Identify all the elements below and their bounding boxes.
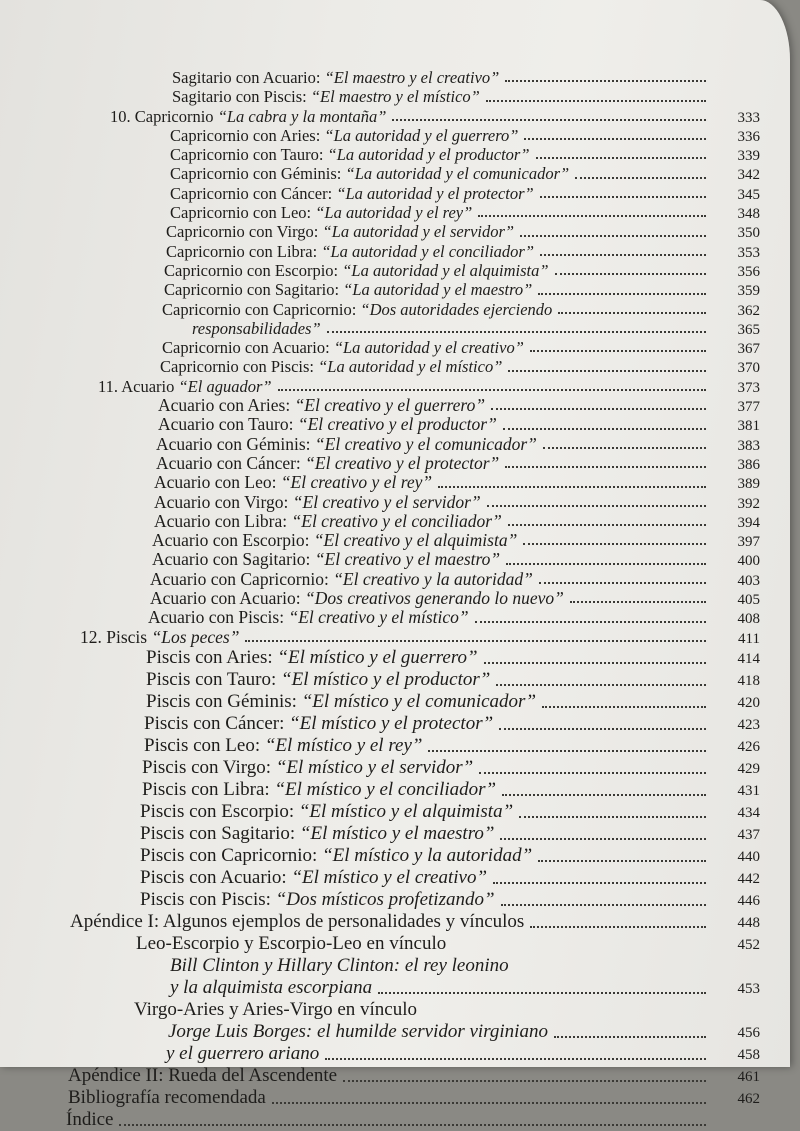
toc-entry-label xyxy=(140,845,532,867)
toc-page-number: 356 xyxy=(737,263,760,280)
toc-entry xyxy=(60,570,760,589)
toc-entry-title: Índice xyxy=(66,1108,114,1130)
toc-entry-title: Virgo-Aries y Aries-Virgo en vínculo xyxy=(134,998,418,1020)
toc-entry-title: Apéndice I: Algunos ejemplos de personalidades y vínculos xyxy=(70,910,525,932)
toc-entry-title: Acuario con Géminis: xyxy=(156,433,315,454)
toc-entry-subtitle: “El místico y el rey” xyxy=(264,734,423,756)
toc-entry xyxy=(60,933,760,955)
toc-entry-title: Acuario con Piscis: xyxy=(148,607,289,628)
toc-entry xyxy=(60,999,760,1021)
toc-entry xyxy=(60,396,760,415)
toc-entry-subtitle: “El creativo y el productor” xyxy=(297,414,497,435)
toc-page-number: 414 xyxy=(737,650,760,667)
toc-entry-label xyxy=(158,396,485,415)
toc-entry-label xyxy=(142,779,496,801)
dot-leader xyxy=(493,882,706,884)
dot-leader xyxy=(438,486,706,488)
toc-entry xyxy=(60,1043,760,1065)
toc-entry-title: Acuario con Cáncer: xyxy=(156,452,306,473)
toc-entry xyxy=(60,184,760,203)
dot-leader xyxy=(428,750,706,752)
toc-entry xyxy=(60,435,760,454)
toc-entry-subtitle: “El aguador” xyxy=(178,376,272,396)
toc-entry xyxy=(60,222,760,241)
toc-entry-title: Piscis con Escorpio: xyxy=(140,800,299,822)
dot-leader xyxy=(508,370,706,372)
toc-entry-label xyxy=(146,669,490,691)
dot-leader xyxy=(575,177,706,179)
toc-entry-label xyxy=(68,1087,266,1109)
toc-entry xyxy=(60,280,760,299)
toc-entry-label xyxy=(150,570,533,589)
dot-leader xyxy=(538,860,706,862)
toc-page-number: 423 xyxy=(737,716,760,733)
dot-leader xyxy=(505,466,706,468)
toc-page-number: 383 xyxy=(737,437,760,454)
toc-entry-subtitle: “El místico y el alquimista” xyxy=(298,800,514,822)
toc-entry-label xyxy=(154,512,502,531)
dot-leader xyxy=(530,926,706,928)
toc-entry-label xyxy=(162,300,552,319)
toc-entry-subtitle: “El creativo y el maestro” xyxy=(314,549,501,570)
toc-entry xyxy=(60,512,760,531)
toc-page-number: 437 xyxy=(737,826,760,843)
toc-entry-label xyxy=(140,889,495,911)
toc-entry-label xyxy=(152,550,500,569)
dot-leader xyxy=(555,273,706,275)
toc-entry xyxy=(60,801,760,823)
toc-entry xyxy=(60,757,760,779)
dot-leader xyxy=(538,293,706,295)
toc-entry-subtitle: “La autoridad y el servidor” xyxy=(322,222,515,242)
dot-leader xyxy=(245,640,706,642)
toc-page-number: 353 xyxy=(737,244,760,261)
toc-page-number: 429 xyxy=(737,760,760,777)
toc-page-number: 446 xyxy=(737,892,760,909)
dot-leader xyxy=(491,408,706,410)
toc-entry xyxy=(60,1109,760,1131)
toc-entry-title: Piscis con Aries: xyxy=(146,646,278,668)
toc-entry-title: Sagitario con Piscis: xyxy=(172,87,311,107)
toc-entry-subtitle: “El místico y el conciliador” xyxy=(274,778,497,800)
toc-entry-label xyxy=(66,1109,113,1131)
toc-entry-subtitle: “El creativo y el rey” xyxy=(280,472,433,493)
dot-leader xyxy=(523,543,706,545)
toc-entry-title: Capricornio con Libra: xyxy=(166,241,322,261)
toc-entry-subtitle: “El creativo y el místico” xyxy=(288,607,469,628)
toc-page-number: 394 xyxy=(737,514,760,531)
toc-entry-subtitle: “El místico y la autoridad” xyxy=(322,844,533,866)
toc-entry-label xyxy=(170,164,569,183)
toc-entry-title: Capricornio con Aries: xyxy=(170,125,325,145)
toc-entry xyxy=(60,164,760,183)
toc-entry-label xyxy=(170,145,530,164)
toc-entry-title: Capricornio con Cáncer: xyxy=(170,183,337,203)
toc-entry-title: Capricornio con Acuario: xyxy=(162,338,334,358)
toc-entry-label xyxy=(80,628,239,647)
toc-entry-subtitle: “Dos creativos generando lo nuevo” xyxy=(305,588,564,609)
toc-entry-subtitle: responsabilidades” xyxy=(192,318,321,338)
dot-leader xyxy=(539,582,706,584)
toc-entry-title: Capricornio con Piscis: xyxy=(160,357,319,377)
toc-entry-subtitle: “La autoridad y el productor” xyxy=(327,145,530,165)
toc-entry-label xyxy=(144,735,422,757)
toc-entry-label xyxy=(192,319,321,338)
toc-entry-subtitle: Bill Clinton y Hillary Clinton: el rey leonino xyxy=(170,954,509,976)
toc-entry-label xyxy=(166,222,514,241)
dot-leader xyxy=(278,389,706,391)
toc-entry-title: Capricornio con Géminis: xyxy=(170,164,346,184)
toc-entry-title: Capricornio con Virgo: xyxy=(166,222,323,242)
toc-page-number: 348 xyxy=(737,206,760,223)
toc-entry-title: Apéndice II: Rueda del Ascendente xyxy=(68,1064,338,1086)
toc-entry xyxy=(60,145,760,164)
toc-entry xyxy=(60,889,760,911)
toc-entry-title: Acuario con Leo: xyxy=(154,472,281,493)
toc-entry-label xyxy=(110,107,386,126)
toc-entry-subtitle: “El creativo y el alquimista” xyxy=(313,530,518,551)
toc-entry-label xyxy=(136,933,446,955)
toc-page-number: 405 xyxy=(737,592,760,609)
toc-page-number: 440 xyxy=(737,848,760,865)
toc-entry-subtitle: “El creativo y el protector” xyxy=(305,452,500,473)
toc-entry-label xyxy=(168,1021,548,1043)
toc-entry-label xyxy=(170,203,472,222)
dot-leader xyxy=(484,662,706,664)
toc-page-number: 426 xyxy=(737,738,760,755)
toc-entry xyxy=(60,823,760,845)
toc-entry xyxy=(60,845,760,867)
toc-entry xyxy=(60,911,760,933)
toc-entry-title: 10. Capricornio xyxy=(110,106,218,126)
toc-entry-title: Piscis con Géminis: xyxy=(146,690,302,712)
toc-entry-title: Piscis con Tauro: xyxy=(146,668,282,690)
toc-entry-label xyxy=(142,757,473,779)
toc-entry-label xyxy=(156,454,499,473)
toc-entry xyxy=(60,473,760,492)
toc-entry-subtitle: “La autoridad y el alquimista” xyxy=(342,260,549,280)
toc-entry-subtitle: “Dos autoridades ejerciendo xyxy=(360,299,553,319)
toc-page-number: 453 xyxy=(737,980,760,997)
toc-entry-title: Acuario con Sagitario: xyxy=(152,549,315,570)
toc-entry-label xyxy=(154,473,432,492)
toc-entry-title: Acuario con Capricornio: xyxy=(150,568,334,589)
toc-entry-label xyxy=(170,126,518,145)
toc-page-number: 392 xyxy=(737,495,760,512)
dot-leader xyxy=(519,816,706,818)
dot-leader xyxy=(530,350,706,352)
toc-page-number: 359 xyxy=(737,283,760,300)
toc-entry-title: Acuario con Aries: xyxy=(158,395,295,416)
toc-entry xyxy=(60,977,760,999)
toc-entry-label xyxy=(170,955,509,977)
toc-entry xyxy=(60,493,760,512)
toc-entry xyxy=(60,647,760,669)
toc-entry xyxy=(60,338,760,357)
toc-entry-title: Piscis con Capricornio: xyxy=(140,844,323,866)
toc-page-number: 377 xyxy=(737,399,760,416)
toc-entry-subtitle: “La autoridad y el maestro” xyxy=(343,280,533,300)
toc-page-number: 461 xyxy=(737,1068,760,1085)
toc-entry xyxy=(60,203,760,222)
toc-entry-title: Piscis con Acuario: xyxy=(140,866,292,888)
dot-leader xyxy=(558,312,706,314)
toc-entry-title: Sagitario con Acuario: xyxy=(172,68,325,87)
dot-leader xyxy=(503,428,706,430)
toc-entry-label xyxy=(160,357,502,376)
toc-entry-title: Acuario con Acuario: xyxy=(150,588,306,609)
toc-page-number: 367 xyxy=(737,341,760,358)
toc-entry-subtitle: y el guerrero ariano xyxy=(166,1042,320,1064)
toc-entry-subtitle: “El místico y el maestro” xyxy=(299,822,495,844)
toc-entry xyxy=(60,377,760,396)
toc-entry xyxy=(60,589,760,608)
toc-entry xyxy=(60,669,760,691)
toc-entry-label xyxy=(140,823,494,845)
toc-entry xyxy=(60,691,760,713)
toc-entry xyxy=(60,261,760,280)
toc-entry-subtitle: “El místico y el guerrero” xyxy=(277,646,478,668)
toc-entry-label xyxy=(170,977,372,999)
table-of-contents xyxy=(60,68,760,1131)
toc-page-number: 420 xyxy=(737,694,760,711)
toc-entry-label xyxy=(164,280,532,299)
dot-leader xyxy=(542,706,706,708)
dot-leader xyxy=(500,838,706,840)
toc-entry-label xyxy=(166,1043,319,1065)
toc-page-number: 397 xyxy=(737,534,760,551)
toc-page-number: 408 xyxy=(737,611,760,628)
toc-entry xyxy=(60,628,760,647)
toc-page-number: 448 xyxy=(737,914,760,931)
toc-entry-label xyxy=(70,911,524,933)
toc-entry-subtitle: “El creativo y la autoridad” xyxy=(333,568,533,589)
toc-entry-subtitle: “El místico y el protector” xyxy=(289,712,494,734)
toc-entry xyxy=(60,454,760,473)
toc-entry xyxy=(60,955,760,977)
toc-entry-label xyxy=(156,435,537,454)
toc-entry-subtitle: “Dos místicos profetizando” xyxy=(275,888,495,910)
toc-entry-subtitle: “La cabra y la montaña” xyxy=(217,106,387,126)
toc-entry-subtitle: “La autoridad y el protector” xyxy=(336,183,534,203)
toc-entry-title: Leo-Escorpio y Escorpio-Leo en vínculo xyxy=(136,932,447,954)
toc-page-number: 381 xyxy=(737,418,760,435)
toc-entry-subtitle: “El místico y el servidor” xyxy=(275,756,474,778)
toc-entry xyxy=(60,242,760,261)
toc-page-number: 389 xyxy=(737,476,760,493)
toc-entry-label xyxy=(164,261,549,280)
dot-leader xyxy=(486,100,706,102)
toc-entry-title: 11. Acuario xyxy=(98,376,179,396)
toc-entry-label xyxy=(98,377,272,396)
toc-entry xyxy=(60,1021,760,1043)
toc-page-number: 411 xyxy=(738,630,760,647)
dot-leader xyxy=(327,331,706,333)
toc-entry xyxy=(60,713,760,735)
toc-entry xyxy=(60,107,760,126)
toc-entry-subtitle: “El creativo y el comunicador” xyxy=(314,433,537,454)
toc-entry xyxy=(60,1087,760,1109)
toc-entry xyxy=(60,779,760,801)
toc-page-number: 333 xyxy=(737,109,760,126)
toc-entry-title: Piscis con Piscis: xyxy=(140,888,276,910)
toc-entry-title: Piscis con Cáncer: xyxy=(144,712,290,734)
dot-leader xyxy=(343,1080,706,1082)
toc-entry-title: Piscis con Sagitario: xyxy=(140,822,300,844)
toc-entry-label xyxy=(146,647,478,669)
toc-entry-title: Capricornio con Leo: xyxy=(170,203,316,223)
dot-leader xyxy=(506,563,706,565)
toc-page-number: 365 xyxy=(737,321,760,338)
toc-entry-title: Piscis con Virgo: xyxy=(142,756,276,778)
toc-entry-label xyxy=(152,531,517,550)
toc-entry-subtitle: “El maestro y el místico” xyxy=(310,87,480,107)
toc-entry xyxy=(60,68,760,87)
dot-leader xyxy=(554,1036,706,1038)
toc-entry xyxy=(60,608,760,627)
toc-entry-subtitle: “El místico y el comunicador” xyxy=(301,690,537,712)
toc-entry-title: Piscis con Leo: xyxy=(144,734,265,756)
toc-entry-title: 12. Piscis xyxy=(80,626,152,647)
dot-leader xyxy=(378,992,706,994)
toc-page-number: 350 xyxy=(737,225,760,242)
dot-leader xyxy=(543,447,706,449)
toc-entry-title: Acuario con Virgo: xyxy=(154,491,293,512)
dot-leader xyxy=(502,794,706,796)
dot-leader xyxy=(520,235,706,237)
toc-entry-label xyxy=(146,691,536,713)
toc-entry xyxy=(60,415,760,434)
toc-entry xyxy=(60,1065,760,1087)
toc-page-number: 345 xyxy=(737,186,760,203)
toc-entry-subtitle: Jorge Luis Borges: el humilde servidor virginiano xyxy=(168,1020,548,1042)
dot-leader xyxy=(505,80,706,82)
toc-entry-title: Capricornio con Sagitario: xyxy=(164,280,344,300)
toc-page-number: 458 xyxy=(737,1046,760,1063)
toc-entry xyxy=(60,867,760,889)
dot-leader xyxy=(496,684,706,686)
dot-leader xyxy=(475,621,706,623)
toc-page-number: 462 xyxy=(737,1090,760,1107)
toc-entry xyxy=(60,357,760,376)
toc-entry xyxy=(60,126,760,145)
toc-entry-label xyxy=(68,1065,337,1087)
toc-entry-label xyxy=(140,801,513,823)
toc-page-number: 418 xyxy=(737,672,760,689)
toc-entry-label xyxy=(144,713,493,735)
toc-page-number: 403 xyxy=(737,572,760,589)
dot-leader xyxy=(499,728,706,730)
toc-entry-label xyxy=(162,338,524,357)
toc-page-number: 434 xyxy=(737,804,760,821)
dot-leader xyxy=(479,772,706,774)
toc-entry xyxy=(60,300,760,319)
toc-entry-subtitle: “El místico y el creativo” xyxy=(291,866,488,888)
toc-entry-subtitle: “La autoridad y el conciliador” xyxy=(321,241,534,261)
toc-page-number: 386 xyxy=(737,456,760,473)
dot-leader xyxy=(119,1124,706,1126)
dot-leader xyxy=(508,524,706,526)
toc-page-number: 342 xyxy=(737,167,760,184)
dot-leader xyxy=(487,505,706,507)
toc-entry-subtitle: “La autoridad y el creativo” xyxy=(333,338,524,358)
toc-entry-label xyxy=(134,999,417,1021)
toc-page-number: 456 xyxy=(737,1024,760,1041)
dot-leader xyxy=(536,157,706,159)
toc-page-number: 336 xyxy=(737,128,760,145)
toc-entry xyxy=(60,319,760,338)
toc-entry-label xyxy=(158,415,497,434)
toc-page-number: 362 xyxy=(737,302,760,319)
toc-entry-title: Acuario con Escorpio: xyxy=(152,530,314,551)
dot-leader xyxy=(540,196,706,198)
dot-leader xyxy=(570,601,706,603)
toc-entry-subtitle: “El maestro y el creativo” xyxy=(324,68,500,87)
toc-entry-title: Capricornio con Capricornio: xyxy=(162,299,361,319)
toc-entry-subtitle: y la alquimista escorpiana xyxy=(170,976,373,998)
toc-entry-subtitle: “El creativo y el conciliador” xyxy=(291,510,502,531)
toc-entry-title: Acuario con Tauro: xyxy=(158,414,298,435)
toc-entry-label xyxy=(172,87,480,106)
toc-page-number: 452 xyxy=(737,936,760,953)
toc-entry-label xyxy=(166,242,534,261)
toc-entry-subtitle: “Los peces” xyxy=(151,626,240,647)
toc-entry-subtitle: “El creativo y el servidor” xyxy=(292,491,481,512)
toc-page-number: 339 xyxy=(737,148,760,165)
toc-entry xyxy=(60,550,760,569)
toc-entry-title: Capricornio con Tauro: xyxy=(170,145,328,165)
toc-entry-subtitle: “El místico y el productor” xyxy=(281,668,491,690)
dot-leader xyxy=(524,138,706,140)
toc-entry xyxy=(60,531,760,550)
dot-leader xyxy=(540,254,706,256)
toc-entry-title: Capricornio con Escorpio: xyxy=(164,260,343,280)
toc-page-number: 442 xyxy=(737,870,760,887)
toc-entry-subtitle: “La autoridad y el místico” xyxy=(318,357,503,377)
toc-entry-title: Bibliografía recomendada xyxy=(68,1086,266,1108)
dot-leader xyxy=(392,119,706,121)
toc-entry-subtitle: “La autoridad y el rey” xyxy=(315,203,473,223)
toc-page-number: 373 xyxy=(737,379,760,396)
toc-page-number: 431 xyxy=(737,782,760,799)
toc-entry-subtitle: “La autoridad y el guerrero” xyxy=(324,125,519,145)
toc-entry-label xyxy=(154,493,481,512)
toc-entry-label xyxy=(172,68,499,87)
dot-leader xyxy=(501,904,706,906)
toc-entry-label xyxy=(170,184,534,203)
toc-entry-title: Piscis con Libra: xyxy=(142,778,275,800)
toc-entry xyxy=(60,87,760,106)
toc-entry-title: Acuario con Libra: xyxy=(154,510,292,531)
toc-page-number: 400 xyxy=(737,553,760,570)
dot-leader xyxy=(478,215,706,217)
toc-entry-label xyxy=(140,867,487,889)
toc-entry-label xyxy=(148,608,469,627)
toc-page-number: 370 xyxy=(737,360,760,377)
toc-entry-subtitle: “El creativo y el guerrero” xyxy=(294,395,486,416)
dot-leader xyxy=(325,1058,706,1060)
toc-entry-subtitle: “La autoridad y el comunicador” xyxy=(345,164,570,184)
toc-entry-label xyxy=(150,589,564,608)
toc-entry xyxy=(60,735,760,757)
dot-leader xyxy=(272,1102,706,1104)
